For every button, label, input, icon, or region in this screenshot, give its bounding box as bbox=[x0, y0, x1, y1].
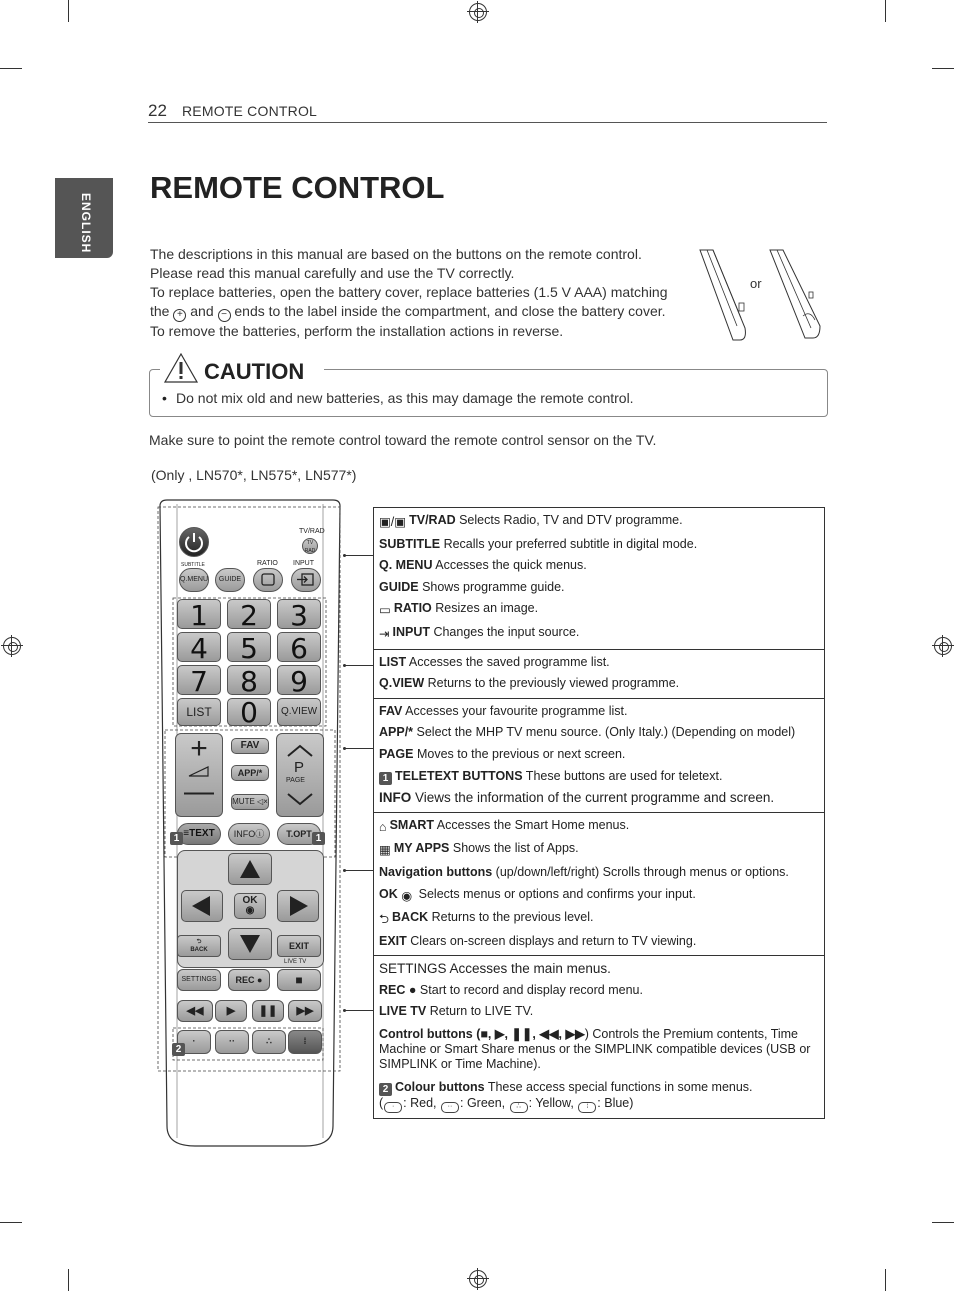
desc-row: ▭ RATIO Resizes an image. bbox=[379, 598, 819, 622]
mute-label: MUTE bbox=[232, 797, 255, 806]
callout-line bbox=[345, 870, 373, 871]
button-descriptions-table bbox=[373, 507, 825, 1119]
crop-mark bbox=[0, 68, 22, 69]
rec-label: REC bbox=[235, 975, 255, 985]
pointing-note: Make sure to point the remote control toward the remote control sensor on the TV. bbox=[149, 432, 657, 448]
section-smart-navigation bbox=[374, 813, 824, 957]
intro-line: Please read this manual carefully and use the TV correctly. bbox=[150, 265, 515, 281]
green-key-icon: ·· bbox=[441, 1102, 459, 1113]
intro-line: To remove the batteries, perform the installation actions in reverse. bbox=[150, 323, 564, 339]
input-icon: ⇥ bbox=[379, 626, 390, 641]
desc-row: 2 Colour buttons These access special functions in some menus. ( · : Red, ·· : Green, ∴ : Yellow, ⁞ : Blue) bbox=[379, 1080, 819, 1113]
crop-mark bbox=[932, 1222, 954, 1223]
crop-mark bbox=[68, 1269, 69, 1291]
registration-mark-icon bbox=[469, 1270, 487, 1288]
ok-icon: ◉ bbox=[401, 888, 413, 903]
fav-button[interactable]: FAV bbox=[231, 738, 269, 754]
info-label: INFO bbox=[233, 829, 256, 839]
topt-button[interactable]: T.OPT bbox=[277, 823, 321, 845]
teletext-badge: 1 bbox=[312, 832, 325, 845]
section-top-buttons bbox=[374, 508, 824, 650]
registration-mark-icon bbox=[934, 637, 952, 655]
text-button[interactable]: ≡TEXT bbox=[177, 823, 221, 845]
exit-button[interactable]: EXIT bbox=[277, 935, 321, 957]
desc-row: APP/* Select the MHP TV menu source. (Only Italy.) (Depending on model) bbox=[379, 725, 796, 740]
digit-3-button[interactable]: 3 bbox=[277, 599, 321, 629]
back-button[interactable]: ⮌ BACK bbox=[177, 935, 221, 957]
control-buttons-icons: (■, ▶, ❚❚, ◀◀, ▶▶ bbox=[476, 1027, 585, 1042]
section-list bbox=[374, 650, 824, 699]
callout-dot bbox=[343, 747, 346, 750]
back-icon: ⮌ bbox=[379, 912, 390, 927]
teletext-badge: 1 bbox=[379, 772, 392, 785]
digit-1-button[interactable]: 1 bbox=[177, 599, 221, 629]
back-label: BACK bbox=[190, 947, 208, 953]
list-button[interactable]: LIST bbox=[177, 698, 221, 726]
digit-5-button[interactable]: 5 bbox=[227, 632, 271, 662]
volume-down-icon: — bbox=[184, 775, 214, 808]
desc-row: ▣/▣ TV/RAD Selects Radio, TV and DTV programme. bbox=[379, 510, 819, 534]
language-tab bbox=[55, 178, 113, 258]
models-note: (Only , LN570*, LN575*, LN577*) bbox=[151, 467, 357, 483]
subtitle-label: SUBTITLE bbox=[181, 562, 205, 568]
input-label: INPUT bbox=[293, 560, 314, 567]
ratio-button[interactable] bbox=[253, 568, 283, 592]
info-button[interactable]: INFOⓘ bbox=[228, 823, 270, 845]
record-dot-icon: ● bbox=[408, 982, 417, 997]
red-key-icon: · bbox=[384, 1102, 402, 1113]
qview-button[interactable]: Q.VIEW bbox=[277, 698, 321, 726]
app-button[interactable]: APP/* bbox=[231, 765, 269, 781]
input-button[interactable] bbox=[291, 568, 321, 592]
arrow-left-icon bbox=[182, 891, 222, 921]
digit-8-button[interactable]: 8 bbox=[227, 665, 271, 695]
livetv-button[interactable]: ■ bbox=[277, 969, 321, 991]
nav-left-button[interactable] bbox=[181, 890, 223, 922]
digit-7-button[interactable]: 7 bbox=[177, 665, 221, 695]
page-title: REMOTE CONTROL bbox=[150, 170, 445, 205]
ok-button[interactable]: OK ◉ bbox=[234, 893, 266, 919]
desc-row: ⌂ SMART Accesses the Smart Home menus. bbox=[379, 815, 819, 839]
desc-row: SETTINGS Accesses the main menus. bbox=[379, 961, 611, 977]
desc-row: ⮌ BACK Returns to the previous level. bbox=[379, 907, 819, 931]
desc-row: INFO Views the information of the current programme and screen. bbox=[379, 790, 775, 806]
nav-right-button[interactable] bbox=[277, 890, 319, 922]
plus-icon: + bbox=[173, 309, 186, 322]
caution-heading bbox=[160, 353, 324, 383]
desc-row: Control buttons (■, ▶, ❚❚, ◀◀, ▶▶) Controls the Premium contents, Time Machine or Smart Share menus or the SIMPLINK compatible devices (USB or SIMPLINK or Time Machine). bbox=[379, 1027, 811, 1072]
desc-row: REC ● Start to record and display record menu. bbox=[379, 982, 643, 997]
desc-row: LIVE TV Return to LIVE TV. bbox=[379, 1004, 534, 1019]
digit-6-button[interactable]: 6 bbox=[277, 632, 321, 662]
desc-row: Q.VIEW Returns to the previously viewed programme. bbox=[379, 676, 680, 691]
digit-4-button[interactable]: 4 bbox=[177, 632, 221, 662]
desc-row: 1 TELETEXT BUTTONS These buttons are used for teletext. bbox=[379, 766, 819, 788]
desc-row: Q. MENU Accesses the quick menus. bbox=[379, 558, 587, 573]
ratio-label: RATIO bbox=[257, 560, 278, 567]
text-label: TEXT bbox=[189, 828, 215, 839]
crop-mark bbox=[0, 1222, 22, 1223]
desc-row: SUBTITLE Recalls your preferred subtitle in digital mode. bbox=[379, 536, 698, 551]
battery-cover-illustration bbox=[695, 248, 830, 343]
warning-icon bbox=[164, 353, 198, 383]
digit-0-button[interactable]: 0 bbox=[227, 698, 271, 726]
tvrad-button[interactable]: TV RAD bbox=[302, 538, 318, 554]
intro-line: The descriptions in this manual are based on the buttons on the remote control. bbox=[150, 246, 642, 262]
blue-key-icon: ⁞ bbox=[578, 1102, 596, 1113]
desc-row: ▦ MY APPS Shows the list of Apps. bbox=[379, 838, 819, 862]
volume-rocker[interactable] bbox=[175, 733, 223, 817]
tvrad-label: TV/RAD bbox=[299, 528, 325, 535]
crop-mark bbox=[932, 68, 954, 69]
arrow-up-icon bbox=[229, 854, 271, 884]
crop-mark bbox=[68, 0, 69, 22]
callout-line bbox=[345, 1010, 373, 1011]
teletext-badge: 1 bbox=[170, 832, 183, 845]
section-fav-teletext bbox=[374, 699, 824, 813]
yellow-button[interactable]: ∴ bbox=[252, 1030, 286, 1054]
crop-mark bbox=[885, 1269, 886, 1291]
desc-row: OK ◉ Selects menus or options and confirms your input. bbox=[379, 884, 819, 908]
program-rocker[interactable] bbox=[276, 733, 324, 817]
desc-row: Navigation buttons (up/down/left/right) Scrolls through menus or options. bbox=[379, 864, 789, 879]
page-label: PAGE bbox=[286, 777, 305, 784]
bullet-icon: • bbox=[162, 390, 167, 406]
p-label: P bbox=[294, 759, 305, 776]
remote-control-illustration bbox=[155, 498, 345, 1150]
registration-mark-icon bbox=[469, 3, 487, 21]
ratio-icon: ▭ bbox=[379, 603, 391, 618]
callout-line bbox=[345, 555, 373, 556]
caution-label: CAUTION bbox=[204, 359, 305, 384]
home-icon: ⌂ bbox=[379, 819, 387, 834]
callout-line bbox=[345, 665, 373, 666]
registration-mark-icon bbox=[3, 637, 21, 655]
colour-badge: 2 bbox=[379, 1083, 392, 1096]
callout-line bbox=[345, 748, 373, 749]
desc-row: LIST Accesses the saved programme list. bbox=[379, 654, 610, 669]
desc-row: ⇥ INPUT Changes the input source. bbox=[379, 622, 819, 646]
livetv-label: LIVE TV bbox=[284, 959, 307, 965]
qmenu-button[interactable]: Q.MENU bbox=[179, 568, 209, 592]
intro-line: the + and − ends to the label inside the compartment, and close the battery cover. bbox=[150, 303, 666, 320]
desc-row: PAGE Moves to the previous or next screen. bbox=[379, 746, 626, 761]
input-icon bbox=[292, 569, 320, 591]
callout-dot bbox=[343, 554, 346, 557]
page-header bbox=[148, 100, 827, 123]
ratio-icon bbox=[254, 569, 282, 591]
minus-icon: − bbox=[218, 309, 231, 322]
mute-button[interactable]: MUTE ◁× bbox=[231, 794, 269, 810]
settings-button[interactable]: SETTINGS bbox=[177, 969, 221, 991]
callout-dot bbox=[343, 664, 346, 667]
intro-text bbox=[150, 245, 690, 341]
pause-button[interactable]: ❚❚ bbox=[252, 1000, 284, 1022]
rec-button[interactable]: REC ● bbox=[228, 969, 270, 991]
volume-up-icon: + bbox=[190, 732, 208, 765]
digit-9-button[interactable]: 9 bbox=[277, 665, 321, 695]
fast-forward-button[interactable]: ▶▶ bbox=[288, 1000, 322, 1022]
arrow-right-icon bbox=[278, 891, 318, 921]
guide-button[interactable]: GUIDE bbox=[215, 568, 245, 592]
running-head: REMOTE CONTROL bbox=[182, 103, 318, 119]
colour-badge: 2 bbox=[172, 1043, 185, 1056]
or-label: or bbox=[750, 276, 762, 291]
language-tab-label: ENGLISH bbox=[79, 193, 93, 254]
ok-label: OK bbox=[242, 895, 258, 906]
arrow-down-icon bbox=[229, 929, 271, 959]
desc-row: EXIT Clears on-screen displays and return to TV viewing. bbox=[379, 933, 697, 948]
power-button[interactable] bbox=[179, 527, 209, 557]
crop-mark bbox=[885, 0, 886, 22]
blue-button[interactable]: ⁞ bbox=[288, 1030, 322, 1054]
digit-2-button[interactable]: 2 bbox=[227, 599, 271, 629]
desc-row: FAV Accesses your favourite programme list. bbox=[379, 703, 628, 718]
page-number: 22 bbox=[148, 101, 167, 120]
power-icon bbox=[180, 528, 208, 556]
apps-grid-icon: ▦ bbox=[379, 843, 391, 858]
tvrad-icon: ▣/▣ bbox=[379, 515, 407, 529]
callout-dot bbox=[343, 869, 346, 872]
red-button[interactable]: · bbox=[177, 1030, 211, 1054]
yellow-key-icon: ∴ bbox=[510, 1102, 528, 1113]
play-button[interactable]: ▶ bbox=[215, 1000, 247, 1022]
caution-text: Do not mix old and new batteries, as this may damage the remote control. bbox=[176, 390, 634, 406]
green-button[interactable]: ·· bbox=[215, 1030, 249, 1054]
rewind-button[interactable]: ◀◀ bbox=[177, 1000, 213, 1022]
intro-line: To replace batteries, open the battery cover, replace batteries (1.5 V AAA) matching bbox=[150, 284, 668, 300]
section-settings-control bbox=[374, 956, 824, 1118]
desc-row: GUIDE Shows programme guide. bbox=[379, 579, 565, 594]
callout-dot bbox=[343, 1009, 346, 1012]
nav-down-button[interactable] bbox=[228, 928, 272, 960]
nav-up-button[interactable] bbox=[228, 853, 272, 885]
